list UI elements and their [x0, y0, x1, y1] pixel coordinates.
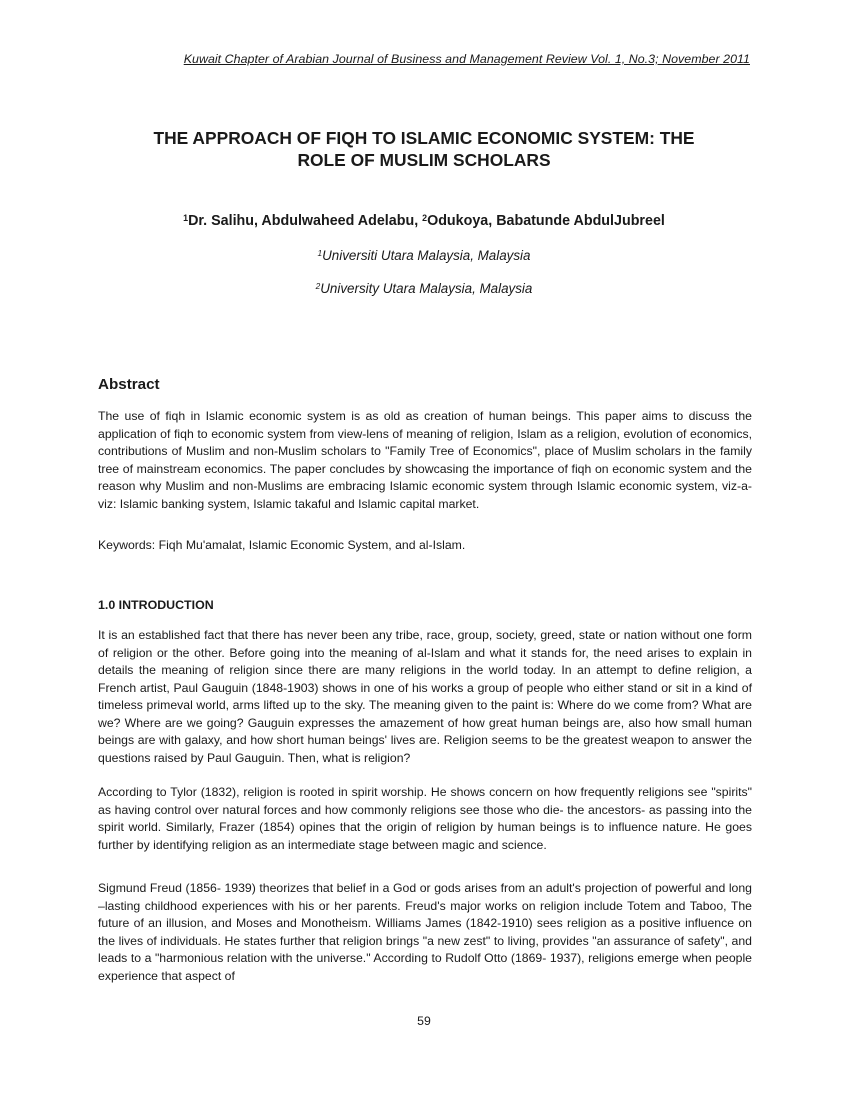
page-number: 59 — [417, 1014, 431, 1028]
paper-title — [98, 127, 750, 171]
author-2-marker: 2 — [422, 212, 428, 223]
affiliation-2-text: University Utara Malaysia, Malaysia — [320, 281, 533, 296]
introduction-paragraph-3: Sigmund Freud (1856- 1939) theorizes that belief in a God or gods arises from an adult's projection of powerful and long –lasting childhood experiences with his or her parents. Freud's major works on religion include Totem and Taboo, The future of an illusion, and Moses and Monotheism. Williams James (1842-1910) sees religion as a positive influence on the lives of individuals. He states further that religion brings "a new zest" to living, provides "an assurance of safety", and leads to a "harmonious relation with the universe." According to Rudolf Otto (1869- 1937), religions emerge when people experience that aspect of — [98, 881, 752, 983]
title-line-2: ROLE OF MUSLIM SCHOLARS — [297, 150, 551, 170]
author-1: Dr. Salihu, Abdulwaheed Adelabu, — [188, 213, 423, 229]
abstract-body: The use of fiqh in Islamic economic system is as old as creation of human beings. This paper aims to discuss the application of fiqh to economic system from view-lens of meaning of religion, Islam as a religion, evolution of economics, contributions of Muslim and non-Muslim scholars to "Family Tree of Economics", place of Muslim scholars in the family tree of mainstream economics. The paper concludes by showcasing the importance of fiqh on economic system and the reason why Muslim and non-Muslims are embracing Islamic economic system through Islamic economic system, viz-a-viz: Islamic banking system, Islamic takaful and Islamic capital market. — [98, 409, 752, 511]
author-list — [98, 213, 750, 229]
introduction-paragraph-2: According to Tylor (1832), religion is rooted in spirit worship. He shows concern on how frequently religions see "spirits" as having control over natural forces and how commonly religions see those who die- the ancestors- as passing into the spirit world. Similarly, Frazer (1854) opines that the origin of religion by human beings is to influence nature. He goes further by identifying religion as an intermediate stage between magic and science. — [98, 785, 752, 852]
introduction-paragraph-1: It is an established fact that there has never been any tribe, race, group, society, greed, state or nation without one form of religion or the other. Before going into the meaning of al-Islam and what it stands for, the need arises to explain in details the meaning of religion since there are many religions in the world today. In an attempt to define religion, a French artist, Paul Gauguin (1848-1903) shows in one of his works a group of people who either stand or sit in a kind of timeless primeval world, arms lifted up to the sky. The meaning given to the paint is: Where do we come from? What are we? Where are we going? Gauguin expresses the amazement of how great human beings are, also how small human beings are with galaxy, and how short human beings' lives are. Religion seems to be the greatest weapon to answer the questions raised by Paul Gauguin. Then, what is religion? — [98, 628, 752, 765]
title-line-1: THE APPROACH OF FIQH TO ISLAMIC ECONOMIC SYSTEM: THE — [153, 128, 695, 148]
affiliation-1-text: Universiti Utara Malaysia, Malaysia — [322, 248, 531, 263]
affiliation-1-marker: 1 — [317, 247, 323, 258]
affiliation-1 — [98, 248, 750, 263]
author-1-marker: 1 — [183, 212, 189, 223]
affiliation-2 — [98, 281, 750, 296]
author-2: Odukoya, Babatunde AbdulJubreel — [427, 213, 665, 229]
abstract-heading: Abstract — [98, 376, 160, 393]
affiliation-2-marker: 2 — [315, 280, 321, 291]
keywords: Keywords: Fiqh Mu'amalat, Islamic Economic System, and al-Islam. — [98, 538, 466, 552]
running-header: Kuwait Chapter of Arabian Journal of Business and Management Review Vol. 1, No.3; November 2011 — [183, 52, 750, 66]
section-heading-introduction: 1.0 INTRODUCTION — [98, 598, 214, 612]
